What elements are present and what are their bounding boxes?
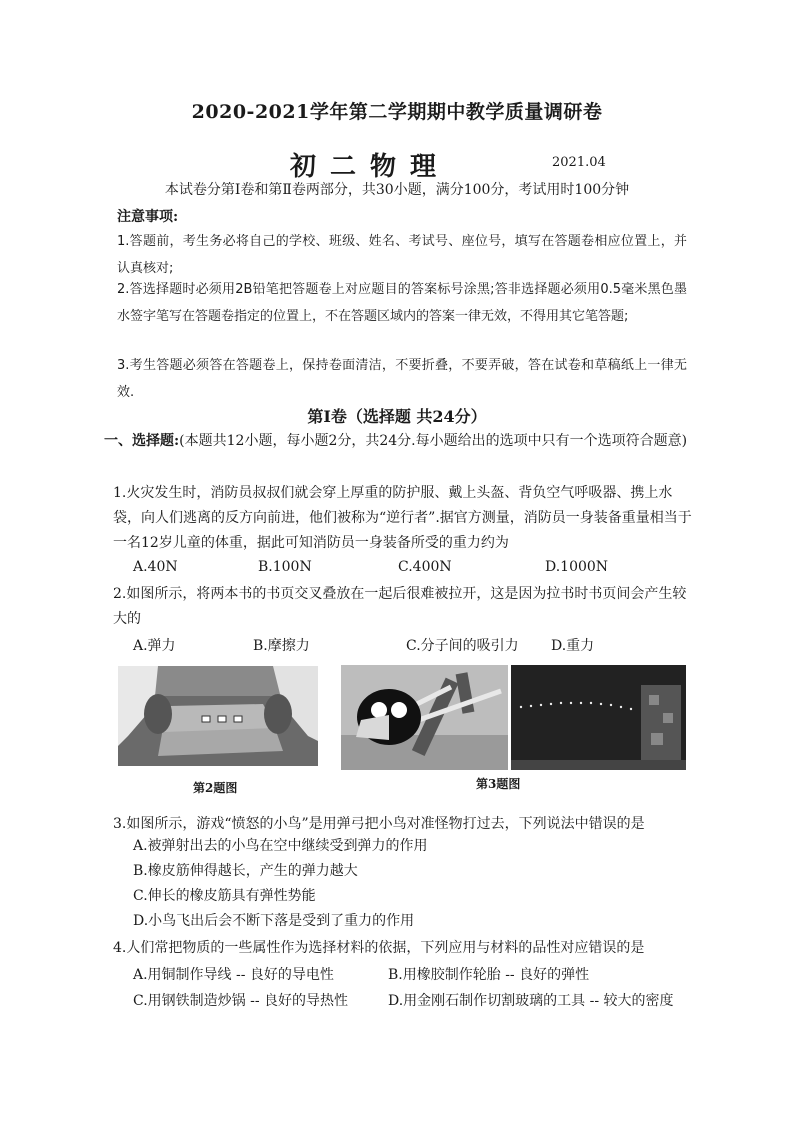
notice-item-number: 1.: [117, 234, 130, 249]
question-2-stem: 2.如图所示，将两本书的书页交叉叠放在一起后很难被拉开，这是因为拉书时书页间会产生较大的: [113, 586, 687, 627]
option-c: C.400N: [398, 559, 452, 575]
option-c: C.伸长的橡皮筋具有弹性势能: [133, 888, 316, 904]
notice-item-1: [117, 228, 687, 282]
option-d: D.小鸟飞出后会不断下落是受到了重力的作用: [133, 913, 415, 929]
option-a: A.弹力: [133, 638, 176, 654]
part-label: 一、选择题:: [104, 433, 180, 449]
notice-item-2: [117, 276, 687, 330]
question-4-options-row-1: [133, 964, 693, 984]
section-heading: 第Ⅰ卷（选择题 共24分）: [307, 407, 487, 426]
question-1-options: [133, 559, 693, 575]
option-b: B.用橡胶制作轮胎 -- 良好的弹性: [388, 967, 590, 983]
question-4-stem: 4.人们常把物质的一些属性作为选择材料的依据，下列应用与材料的品性对应错误的是: [113, 940, 645, 956]
part-description: (本题共12小题，每小题2分，共24分.每小题给出的选项中只有一个选项符合题意): [179, 433, 688, 449]
option-d: D.1000N: [545, 559, 609, 575]
figure-3-slingshot-game: [341, 665, 686, 770]
option-d: D.用金刚石制作切割玻璃的工具 -- 较大的密度: [388, 993, 674, 1009]
option-a: A.被弹射出去的小鸟在空中继续受到弹力的作用: [133, 838, 428, 854]
question-1-stem: 1.火灾发生时，消防员叔叔们就会穿上厚重的防护服、戴上头盔、背负空气呼吸器、携上水袋，向人们逃离的反方向前进，他们被称为“逆行者”.据官方测量，消防员一身装备重量相当于一名12岁儿童的体重，据此可知消防员一身装备所受的重力约为: [113, 485, 692, 551]
option-d: D.重力: [551, 638, 595, 654]
notice-item-number: 2.: [117, 282, 130, 297]
option-b: B.100N: [258, 559, 312, 575]
question-3-options: [133, 834, 428, 934]
option-b: B.摩擦力: [253, 638, 310, 654]
exam-title: 2020-2021学年第二学期期中教学质量调研卷: [191, 101, 603, 123]
notice-item-text: 考生答题必须答在答题卷上，保持卷面清洁，不要折叠，不要弄破，答在试卷和草稿纸上一律无效.: [117, 358, 687, 400]
exam-intro: 本试卷分第Ⅰ卷和第Ⅱ卷两部分，共30小题，满分100分，考试用时100分钟: [164, 182, 630, 198]
notice-item-text: 答选择题时必须用2B铅笔把答题卷上对应题目的答案标号涂黑;答非选择题必须用0.5毫米黑色墨水签字笔写在答题卷指定的位置上，不在答题区域内的答案一律无效，不得用其它笔答题;: [117, 282, 687, 324]
part-instructions: [104, 429, 694, 454]
figure-2-books-photo: [118, 666, 318, 766]
option-a: A.用铜制作导线 -- 良好的导电性: [133, 967, 334, 983]
option-a: A.40N: [133, 559, 178, 575]
notice-item-3: [117, 352, 687, 406]
option-c: C.用钢铁制造炒锅 -- 良好的导热性: [133, 993, 349, 1009]
question-2-options: [133, 635, 693, 655]
option-b: B.橡皮筋伸得越长，产生的弹力越大: [133, 863, 358, 879]
option-c: C.分子间的吸引力: [406, 638, 519, 654]
question-4-options-row-2: [133, 990, 693, 1010]
notice-item-text: 答题前，考生务必将自己的学校、班级、姓名、考试号、座位号，填写在答题卷相应位置上，并认真核对;: [117, 234, 687, 276]
figure-2-caption: 第2题图: [193, 781, 238, 795]
notice-item-number: 3.: [117, 358, 130, 373]
subject-heading: 初二物理: [290, 152, 451, 182]
figure-3-caption: 第3题图: [476, 777, 521, 791]
exam-date: 2021.04: [552, 155, 606, 170]
question-3-stem: 3.如图所示，游戏“愤怒的小鸟”是用弹弓把小鸟对准怪物打过去，下列说法中错误的是: [113, 816, 645, 832]
notice-heading: 注意事项:: [117, 209, 179, 225]
